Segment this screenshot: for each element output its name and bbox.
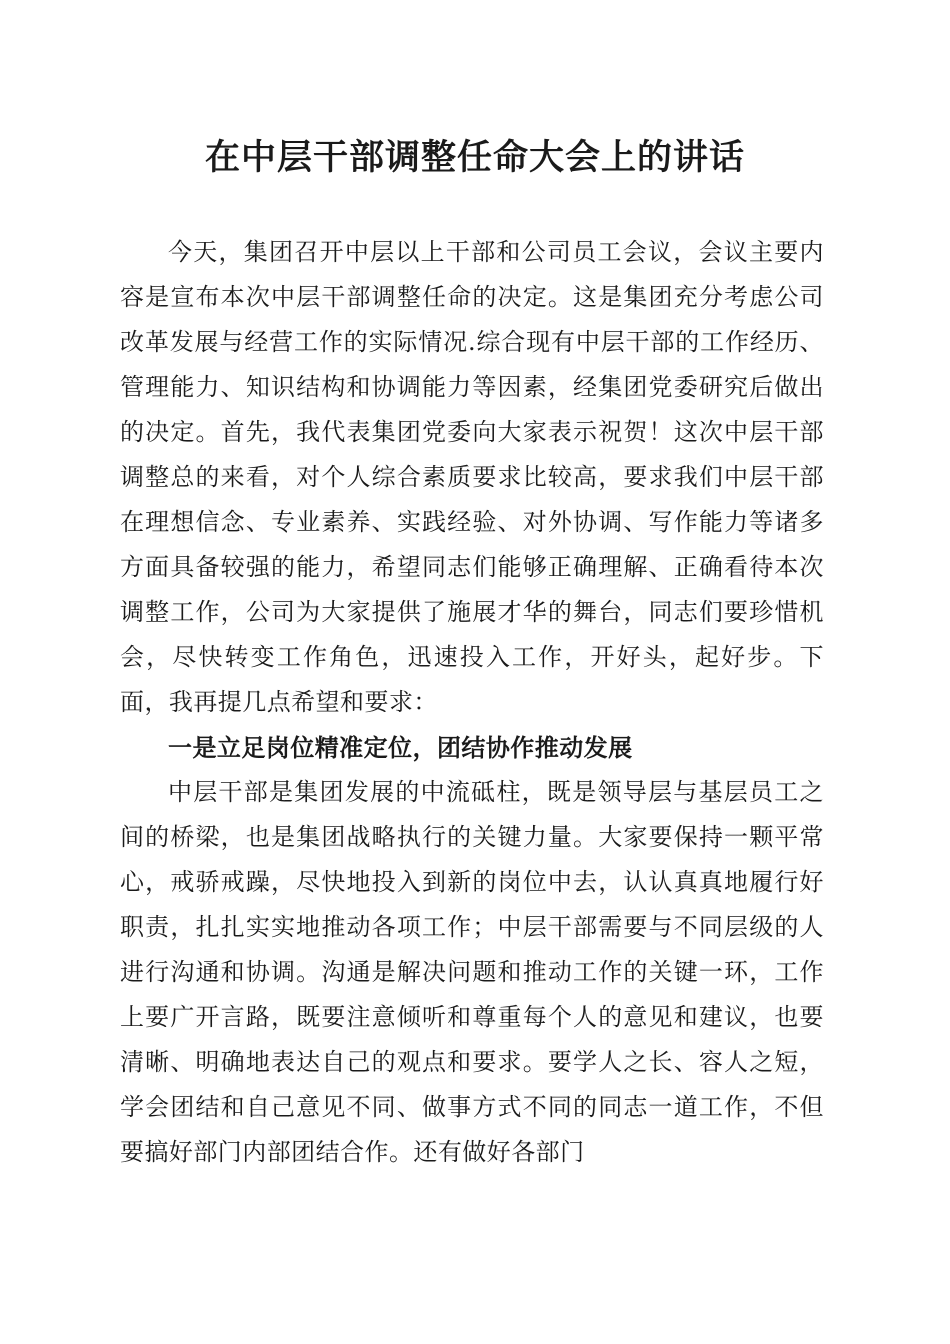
section-heading: 一是立足岗位精准定位，团结协作推动发展 — [168, 733, 633, 762]
document-title: 在中层干部调整任命大会上的讲话 — [204, 137, 745, 178]
intro-paragraph: 今天，集团召开中层以上干部和公司员工会议，会议主要内容是宣布本次中层干部调整任命的决定。这是集团充分考虑公司改革发展与经营工作的实际情况.综合现有中层干部的工作经历、管理能力、知识结构和协调能力等因素，经集团党委研究后做出的决定。首先，我代表集团党委向大家表示祝贺！这次中层干部调整总的来看，对个人综合素质要求比较高，要求我们中层干部在理想信念、专业素养、实践经验、对外协调、写作能力等诸多方面具备较强的能力，希望同志们能够正确理解、正确看待本次调整工作，公司为大家提供了施展才华的舞台，同志们要珍惜机会，尽快转变工作角色，迅速投入工作，开好头，起好步。下面，我再提几点希望和要求： — [120, 238, 824, 716]
document-body — [120, 230, 824, 1175]
section-paragraph: 中层干部是集团发展的中流砥柱，既是领导层与基层员工之间的桥梁，也是集团战略执行的关键力量。大家要保持一颗平常心，戒骄戒躁，尽快地投入到新的岗位中去，认认真真地履行好职责，扎扎实实地推动各项工作；中层干部需要与不同层级的人进行沟通和协调。沟通是解决问题和推动工作的关键一环，工作上要广开言路，既要注意倾听和尊重每个人的意见和建议，也要清晰、明确地表达自己的观点和要求。要学人之长、容人之短，学会团结和自己意见不同、做事方式不同的同志一道工作，不但要搞好部门内部团结合作。还有做好各部门 — [120, 778, 824, 1166]
